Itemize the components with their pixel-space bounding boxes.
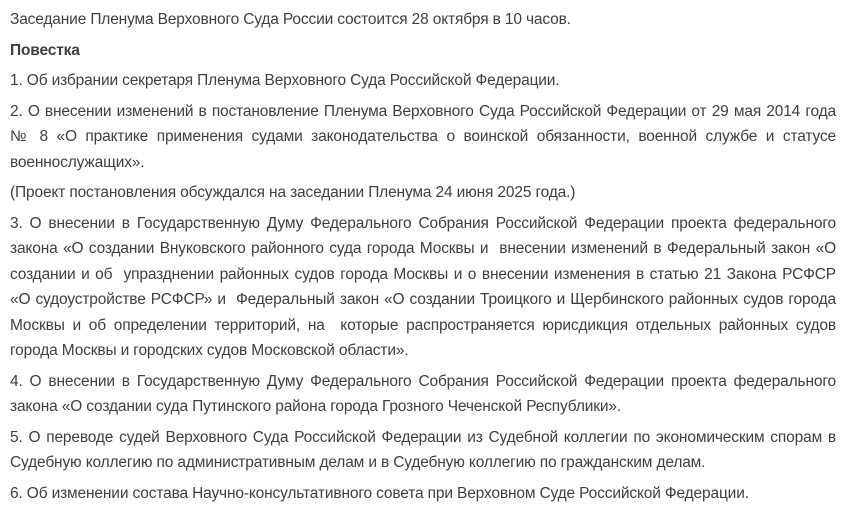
agenda-item-4: 4. О внесении в Государственную Думу Федерального Собрания Российской Федерации проекта федерального закона «О создании суда Путинского района города Грозного Чеченской Республики». xyxy=(10,372,841,415)
agenda-item-2-note: (Проект постановления обсуждался на заседании Пленума 24 июня 2025 года.) xyxy=(10,184,576,201)
announcement-text: Заседание Пленума Верховного Суда России состоится 28 октября в 10 часов. xyxy=(10,11,571,28)
agenda-heading: Повестка xyxy=(10,41,80,59)
agenda-item-2: 2. О внесении изменений в постановление Пленума Верховного Суда Российской Федерации от 29 мая 2014 года № 8 «О практике применения судами законодательства о воинской обязанности, военной службе и статусе военнослужащих». xyxy=(10,102,841,171)
agenda-item-3: 3. О внесении в Государственную Думу Федерального Собрания Российской Федерации проекта федерального закона «О создании Внуковского районного суда города Москвы и внесении изменений в Федеральный закон «О создании и об упразднении районных судов города Москвы и о внесении изменения в статью 21 Закона РСФСР «О судоустройстве РСФСР» и Федеральный закон «О создании Троицкого и Щербинского районных судов города Москвы и об определении территорий, на которые распространяется юрисдикция отдельных районных судов города Москвы и городских судов Московской области». xyxy=(10,214,841,359)
agenda-item-1: 1. Об избрании секретаря Пленума Верховного Суда Российской Федерации. xyxy=(10,72,560,89)
agenda-item-5: 5. О переводе судей Верховного Суда Российской Федерации из Судебной коллегии по экономическим спорам в Судебную коллегию по административным делам и в Судебную коллегию по гражданским делам. xyxy=(10,428,841,471)
agenda-item-6: 6. Об изменении состава Научно-консультативного совета при Верховном Суде Российской Федерации. xyxy=(10,484,749,502)
